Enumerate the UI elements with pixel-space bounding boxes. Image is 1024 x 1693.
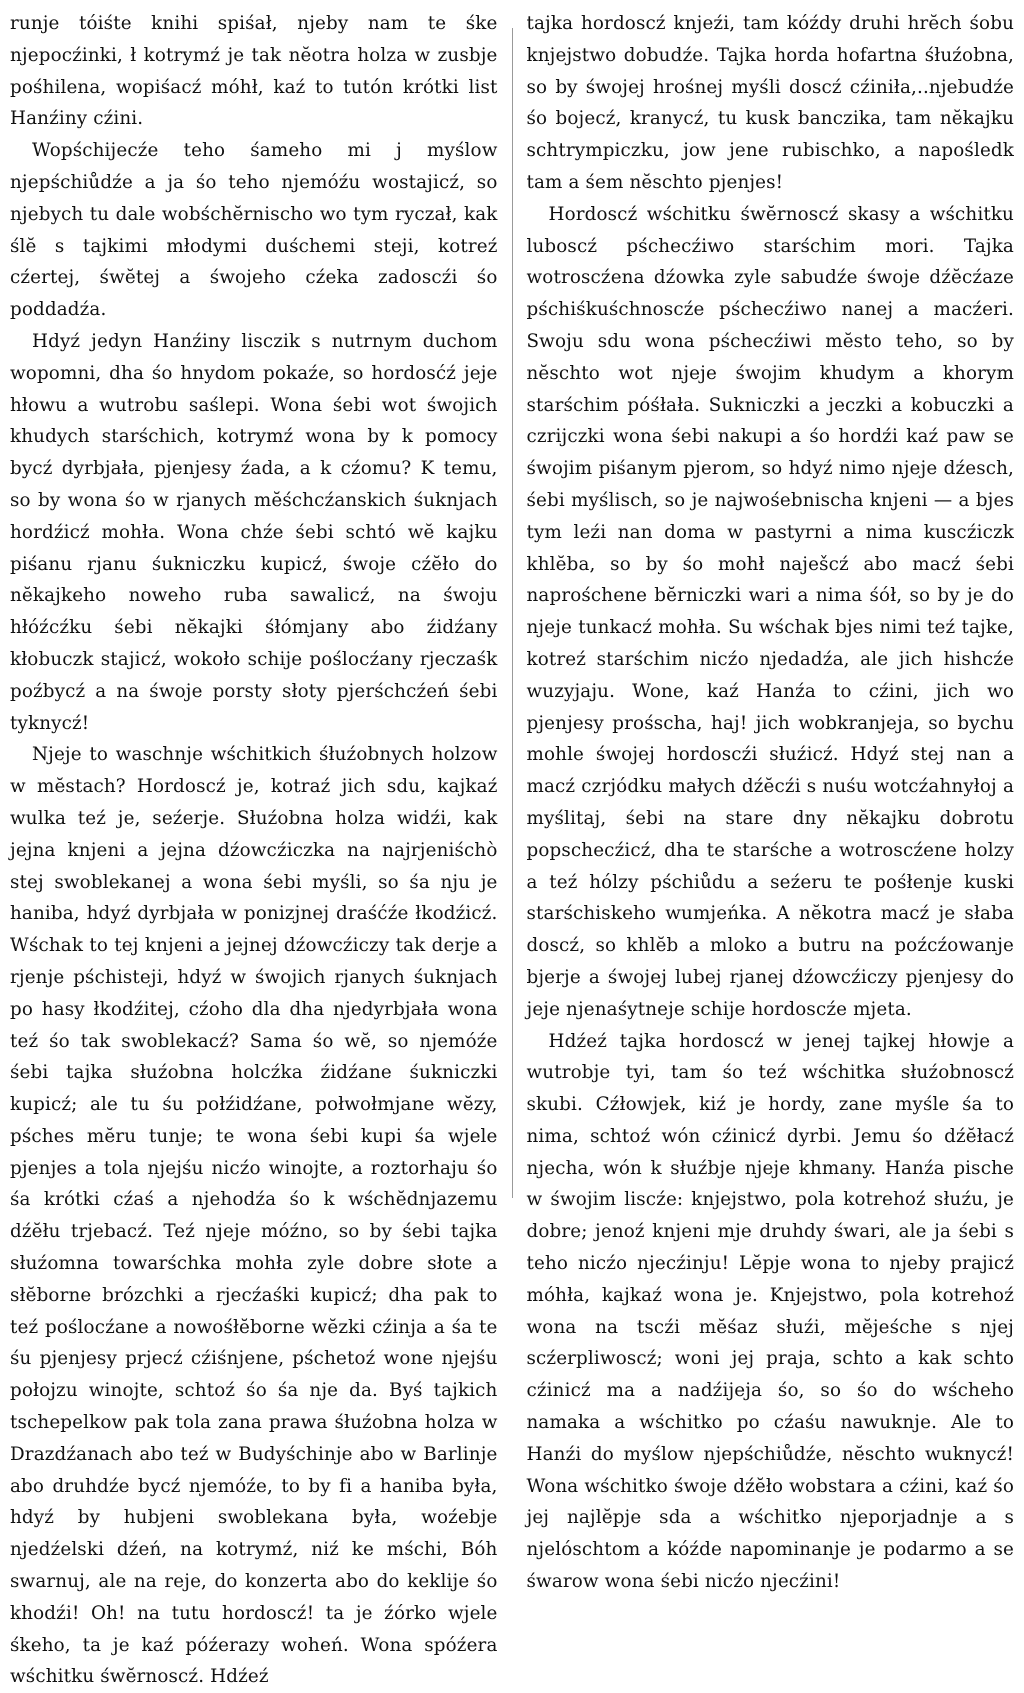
column-right (526, 8, 1015, 1593)
paragraph: Hdźeź tajka hordoscź w jenej tajkej hłowje a wutrobje tyi, tam śo teź wśchitka słuźobnoscź skubi. Cźłowjek, kiź je hordy, zane myśle śa to nima, schtoź wón cźinicź dyrbi. Jemu śo dźĕłacź njecha, wón k słuźbje njeje khmany. Hanźa pische w śwojim liscźe: knjejstwo, pola kotrehoź słuźu, je dobre; jenoź knjeni mje druhdy śwari, ale ja śebi s teho nicźo njecźinju! Lĕpje wona to njeby prajicź móhła, kajkaź wona je. Knjejstwo, pola kotrehoź wona na tscźi mĕśaz słuźi, mĕjeśche s njej scźerpliwoscź; woni jej praja, schto a kak schto cźinicź ma a nadźijeja śo, so śo do wścheho namaka a wśchitko po cźaśu nawuknje. Ale to Hanźi do myślow njepśchiůdźe, nĕschto wuknycź! Wona wśchitko śwoje dźĕło wobstara a cźini, kaź śo jej najlĕpje sda a wśchitko njeporjadnje a s njelóschtom a kóźde napominanje je podarmo a se śwarow wona śebi nicźo njecźini! (526, 1030, 1014, 1593)
paragraph: runje tóiśte knihi spiśał, njeby nam te śke njepocźinki, ł kotrymź je tak nĕotra holza w zusbje pośhilena, wopiśacź móhł, kaź to tutón krótki list Hanźiny cźini. (10, 13, 498, 130)
column-left (10, 8, 498, 1688)
paragraph: Wopśchijecźe teho śameho mi j myślow njepśchiůdźe a ja śo teho njemóźu wostajicź, so njebych tu dale wobśchĕrnischo wo tym ryczał, kak ślĕ s tajkimi młodymi duśchemi steji, kotreź cźertej, śwĕtej a śwojeho cźeka zadoscźi śo poddadźa. (10, 140, 498, 321)
paragraph: Hdyź jedyn Hanźiny lisczik s nutrnym duchom wopomni, dha śo hnydom pokaźe, so hordosćź jeje hłowu a wutrobu saślepi. Wona śebi wot śwojich khudych starśchich, kotrymź wona by k pomocy bycź dyrbjała, pjenjesy źada, a k cźomu? K temu, so by wona śo w rjanych mĕśchcźanskich śuknjach hordźicź mohła. Wona chźe śebi schtó wĕ kajku piśanu rjanu śukniczku kupicź, śwoje cźĕło do nĕkajkeho noweho ruba sawalicź, na śwoju hłóźcźku śebi nĕkajki śłómjany abo źidźany kłobuczk stajicź, wokoło schije poślocźany rjeczaśk poźbycź a na śwoje porsty słoty pjerśchcźeń śebi tyknycź! (10, 330, 498, 734)
column-divider (512, 28, 513, 1198)
paragraph: Hordoscź wśchitku śwĕrnoscź skasy a wśchitku luboscź pśchecźiwo starśchim mori. Tajka wotroscźena dźowka zyle sabudźe śwoje dźĕcźaze pśchiśkuśchnoscźe pśchecźiwo nanej a macźeri. Swoju sdu wona pśchecźiwi mĕsto teho, so by nĕschto wot njeje śwojim khudym a khorym starśchim póśłała. Sukniczki a jeczki a kobuczki a czrijczki wona śebi nakupi a śo hordźi kaź paw se śwojim piśanym pjerom, so hdyź nimo njeje dźesch, śebi myślisch, so je najwośebnischa knjeni — a bjes tym leźi nan doma w pastyrni a nima kuscźiczk khlĕba, so by śo mohł naješcź abo macź śebi naprośchene bĕrniczki wari a nima śół, so by je do njeje tunkacź mohła. Su wśchak bjes nimi teź tajke, kotreź starśchim nicźo njedadźa, ale jich hishcźe wuzyjaju. Wone, kaź Hanźa to cźini, jich wo pjenjesy prośscha, haj! jich wobkranjeja, so bychu mohle śwojej hordoscźi słuźicź. Hdyź stej nan a macź czrjódku małych dźĕcźi s nuśu wotcźahnyłoj a myślitaj, śebi na stare dny nĕkajku dobrotu popschecźicź, dha te starśche a wotroscźene holzy a teź hólzy pśchiůdu a seźeru te pośłenje kuski starśchiskeho wumjeńka. A nĕkotra macź je słaba doscź, so khlĕb a mloko a butru na poźcźowanje bjerje a śwojej lubej rjanej dźowcźiczy pjenjesy do jeje njenaśytneje schije hordoscźe mjeta. (526, 203, 1014, 1020)
text-columns (10, 8, 1014, 1688)
paragraph: Njeje to waschnje wśchitkich śłuźobnych holzow w mĕstach? Hordoscź je, kotraź jich sdu, kajkaź wulka teź je, seźerje. Słuźobna holza widźi, kak jejna knjeni a jejna dźowcźiczka na najrjeniśchò stej swoblekanej a wona śebi myśli, so śa nju je haniba, hdyź dyrbjała w ponizjnej draśćźe łkodźicź. Wśchak to tej knjeni a jejnej dźowcźiczy tak derje a rjenje pśchisteji, hdyź w śwojich rjanych śuknjach po hasy łkodźitej, cźoho dla dha njedyrbjała wona teź śo tak swoblekacź? Sama śo wĕ, so njemóźe śebi tajka słuźobna holcźka źidźane śukniczki kupicź; ale tu śu połźidźane, połwołmjane wĕzy, pśches mĕru tunje; te wona śebi kupi śa wjele pjenjes a tola njejśu nicźo winojte, a roztorhaju śo śa krótki cźaś a njehodźa śo k wśchĕdnjazemu dźĕłu trjebacź. Teź njeje móźno, so by śebi tajka słuźomna towarśchka mohła zyle dobre słote a słĕborne brózchki a rjecźaśki kupicź; dha pak to teź poślocźane a nowośłĕborne wĕzki cźinja a śa te śu pjenjesy prjecź cźiśnjene, pśchetoź wone njejśu połojzu winojte, schtoź śo śa nje da. Byś tajkich tschepelkow pak tola zana prawa śłuźobna holza w Drazdźanach abo teź w Budyśchinje abo w Barlinje abo druhdźe bycź njemóźe, to by fi a haniba była, hdyź by hubjeni swoblekana była, woźebje njedźelski dźeń, na kotrymź, niź ke mśchi, Bóh swarnuj, ale na reje, do konzerta abo do keklije śo khodźi! Oh! na tutu hordoscź! ta je źórko wjele śkeho, ta je kaź późerazy woheń. Wona spóźera wśchitku śwĕrnoscź. Hdźeź (10, 744, 498, 1688)
paragraph: tajka hordoscź knjeźi, tam kóźdy druhi hrĕch śobu knjejstwo dobudźe. Tajka horda hofartna śłuźobna, so by śwojej hrośnej myśli doscź cźiniła,..njebudźe śo bojecź, kranycź, tu kusk banczika, tam nĕkajku schtrympiczku, jow jene rubischko, a napośledk tam a śem nĕschto pjenjes! (526, 13, 1014, 193)
